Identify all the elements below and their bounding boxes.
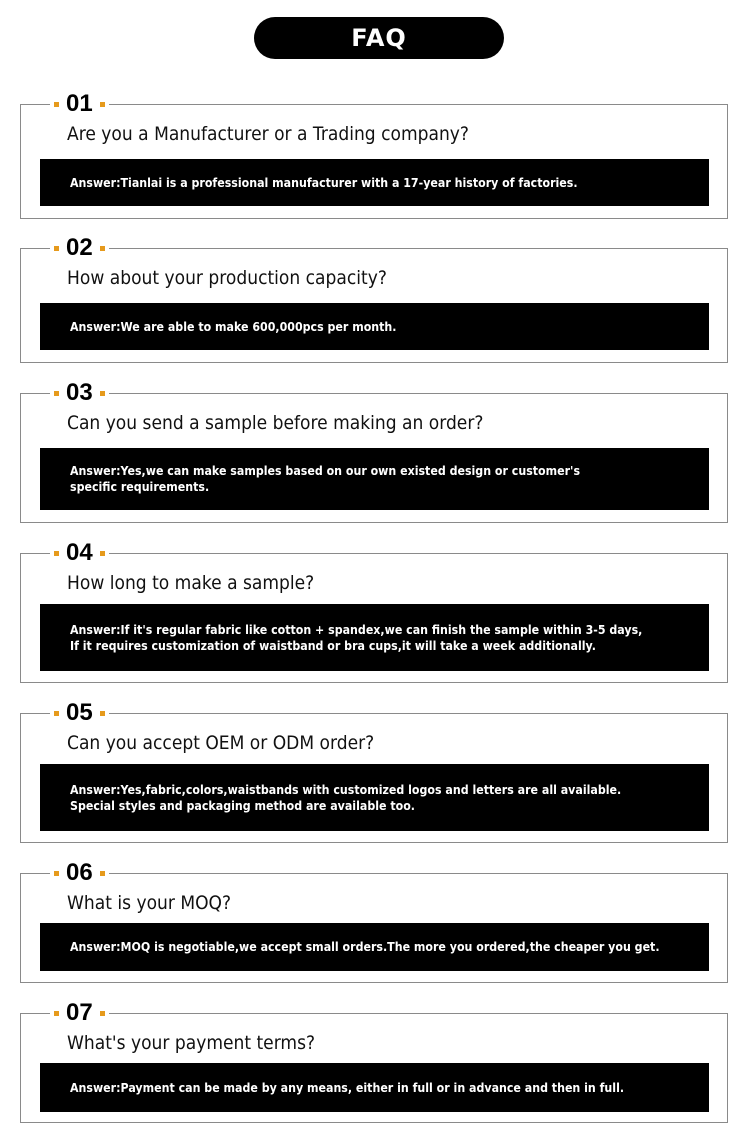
faq-item-06 (20, 859, 728, 983)
faq-item-01 (20, 90, 728, 219)
faq-number: 02 (66, 234, 93, 261)
faq-number-tag (50, 92, 109, 116)
answer-line: Answer:Yes,fabric,colors,waistbands with customized logos and letters are all available. (70, 782, 622, 797)
answer-line: Answer:Yes,we can make samples based on our own existed design or customer's (70, 464, 581, 478)
faq-item-02 (20, 234, 728, 363)
accent-dot-icon (100, 391, 105, 396)
accent-dot-icon (54, 551, 59, 556)
faq-answer (40, 448, 709, 510)
accent-dot-icon (100, 551, 105, 556)
faq-number: 04 (66, 539, 93, 566)
faq-number-tag (50, 861, 109, 885)
accent-dot-icon (100, 1011, 105, 1016)
faq-item-04 (20, 539, 728, 683)
accent-dot-icon (100, 871, 105, 876)
faq-answer (40, 303, 709, 350)
faq-question: How about your production capacity? (67, 267, 387, 289)
faq-number: 01 (66, 90, 93, 117)
answer-line: Answer:Payment can be made by any means, either in full or in advance and then in full. (70, 1080, 625, 1095)
answer-line: Answer:If it's regular fabric like cotton + spandex,we can finish the sample within 3-5 days, (70, 622, 643, 637)
faq-item-07 (20, 999, 728, 1123)
faq-question: Are you a Manufacturer or a Trading company? (67, 123, 469, 145)
faq-question: Can you send a sample before making an order? (67, 412, 484, 434)
faq-number-tag (50, 701, 109, 725)
faq-answer (40, 159, 709, 206)
faq-number: 07 (66, 999, 93, 1026)
faq-question: How long to make a sample? (67, 572, 315, 594)
accent-dot-icon (100, 246, 105, 251)
faq-number-tag (50, 541, 109, 565)
answer-line: Special styles and packaging method are available too. (70, 798, 415, 813)
accent-dot-icon (54, 246, 59, 251)
faq-number: 06 (66, 859, 93, 886)
faq-item-03 (20, 379, 728, 523)
faq-question: What's your payment terms? (67, 1032, 316, 1054)
accent-dot-icon (54, 102, 59, 107)
answer-line: Answer:Tianlai is a professional manufacturer with a 17-year history of factories. (70, 175, 578, 190)
answer-line: Answer:MOQ is negotiable,we accept small orders.The more you ordered,the cheaper you get. (70, 940, 660, 954)
faq-answer (40, 1063, 709, 1112)
accent-dot-icon (54, 711, 59, 716)
faq-answer (40, 923, 709, 971)
accent-dot-icon (100, 711, 105, 716)
faq-question: Can you accept OEM or ODM order? (67, 732, 375, 754)
accent-dot-icon (100, 102, 105, 107)
faq-number-tag (50, 236, 109, 260)
faq-number-tag (50, 1001, 109, 1025)
answer-line: Answer:We are able to make 600,000pcs per month. (70, 319, 397, 334)
faq-number-tag (50, 381, 109, 405)
faq-title: FAQ (254, 17, 504, 59)
faq-number: 05 (66, 699, 93, 726)
faq-item-05 (20, 699, 728, 843)
faq-number: 03 (66, 379, 93, 406)
accent-dot-icon (54, 871, 59, 876)
accent-dot-icon (54, 1011, 59, 1016)
faq-question: What is your MOQ? (67, 892, 232, 914)
answer-line: If it requires customization of waistband or bra cups,it will take a week additionally. (70, 638, 596, 653)
accent-dot-icon (54, 391, 59, 396)
answer-line: specific requirements. (70, 480, 210, 494)
faq-answer (40, 764, 709, 831)
faq-answer (40, 604, 709, 671)
